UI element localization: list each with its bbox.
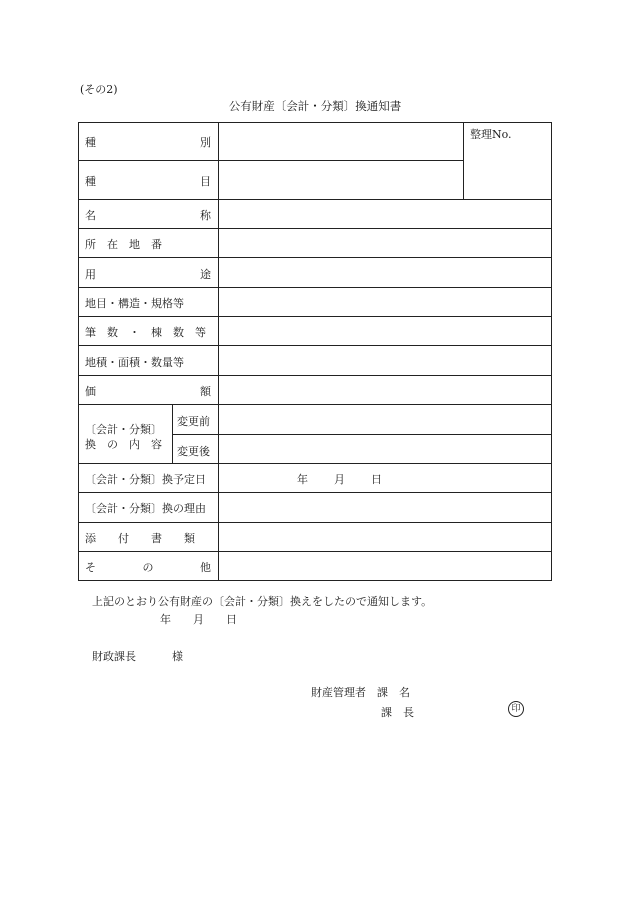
row-label-chiseki: 地積・面積・数量等 [85,356,184,369]
row-label-shubetsu: 種 別 [85,136,211,149]
seiri-no-label: 整理No. [470,128,512,141]
sender-line2: 課 長 [381,706,414,719]
row-label-tenpu-shorui: 添 付 書 類 [85,532,195,545]
notice-date: 年 月 日 [160,613,237,626]
row-label-yoto: 用 途 [85,268,211,281]
row-label-hissu: 筆 数 ・ 棟 数 等 [85,326,206,339]
row-label-sonota: そ の 他 [85,561,211,574]
sublabel-before: 変更前 [177,415,210,428]
sublabel-after: 変更後 [177,445,210,458]
row-label-riyu: 〔会計・分類〕換の理由 [85,502,206,515]
row-label-shozai-chiban: 所 在 地 番 [85,238,162,251]
row-label-kagaku: 価 額 [85,385,211,398]
seal-mark: 印 [508,701,524,717]
row-label-kae-naiyo-line2: 換 の 内 容 [85,438,162,451]
page-label: (その2) [80,83,118,96]
row-label-kae-naiyo-line1: 〔会計・分類〕 [85,423,162,436]
addressee-name: 財政課長 [92,650,136,663]
row-label-chimoku: 地目・構造・規格等 [85,297,184,310]
row-label-yotei-bi: 〔会計・分類〕換予定日 [85,473,206,486]
scheduled-date: 年 月 日 [297,473,382,486]
addressee [92,648,183,664]
addressee-honorific: 様 [172,650,183,663]
notice-text: 上記のとおり公有財産の〔会計・分類〕換えをしたので通知します。 [92,595,433,608]
sender-line1: 財産管理者 課 名 [311,686,410,699]
row-label-meisho: 名 称 [85,209,211,222]
row-label-shumoku: 種 目 [85,175,211,188]
document-title: 公有財産〔会計・分類〕換通知書 [228,99,402,113]
